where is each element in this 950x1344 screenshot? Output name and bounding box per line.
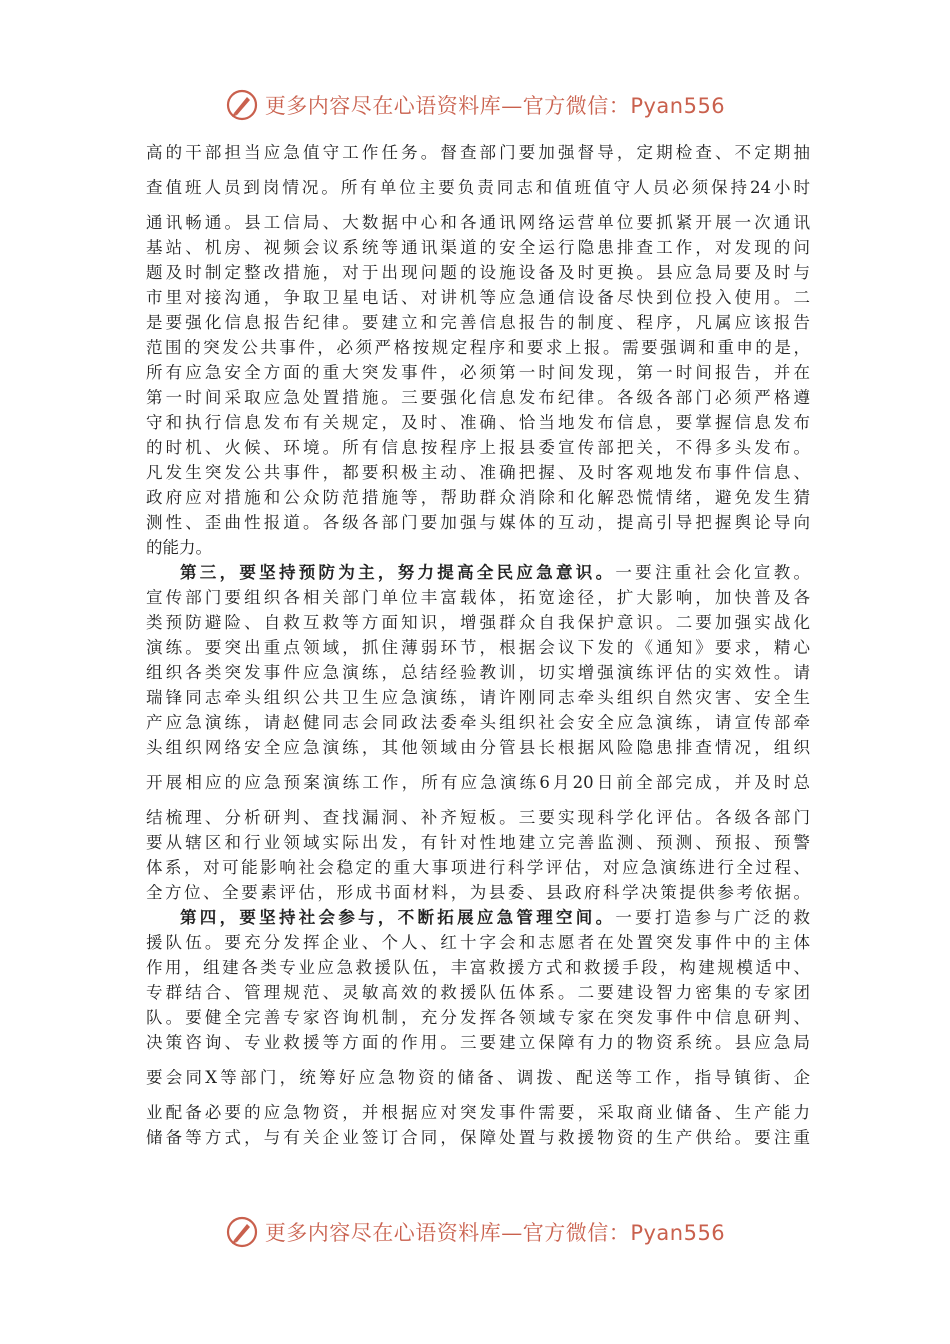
text-line: 演练。要突出重点领域，抓住薄弱环节，根据会议下发的《通知》要求，精心	[146, 638, 810, 657]
text-line: 结梳理、分析研判、查找漏洞、补齐短板。三要实现科学化评估。各级各部门	[146, 808, 810, 827]
text-line: 所有应急安全方面的重大突发事件，必须第一时间发现，第一时间报告，并在	[146, 363, 810, 382]
wechat-id: Pyan556	[630, 1221, 726, 1245]
text-line: 头组织网络安全应急演练，其他领域由分管县长根据风险隐患排查情况，组织	[146, 738, 810, 757]
banner-text: 更多内容尽在心语资料库—官方微信：Pyan556	[264, 94, 726, 118]
text-line: 基站、机房、视频会议系统等通讯渠道的安全运行隐患排查工作，对发现的问	[146, 238, 810, 257]
text-line: 要会同X等部门，统筹好应急物资的储备、调拨、配送等工作，指导镇街、企	[146, 1068, 810, 1087]
text-line: 瑞锋同志牵头组织公共卫生应急演练，请许刚同志牵头组织自然灾害、安全生	[146, 688, 810, 707]
text-line: 的时机、火候、环境。所有信息按程序上报县委宣传部把关，不得多头发布。	[146, 438, 810, 457]
text-line: 体系，对可能影响社会稳定的重大事项进行科学评估，对应急演练进行全过程、	[146, 858, 810, 877]
wechat-id: Pyan556	[630, 94, 726, 118]
text-line: 市里对接沟通，争取卫星电话、对讲机等应急通信设备尽快到位投入使用。二	[146, 288, 810, 307]
text-line: 凡发生突发公共事件，都要积极主动、准确把握、及时客观地发布事件信息、	[146, 463, 810, 482]
text-line: 宣传部门要组织各相关部门单位丰富载体，拓宽途径，扩大影响，加快普及各	[146, 588, 810, 607]
text-line: 开展相应的应急预案演练工作，所有应急演练6月20日前全部完成，并及时总	[146, 773, 810, 792]
text-line: 决策咨询、专业救援等方面的作用。三要建立保障有力的物资系统。县应急局	[146, 1033, 810, 1052]
banner-text: 更多内容尽在心语资料库—官方微信：Pyan556	[264, 1221, 726, 1245]
section-three-first-line: 第三，要坚持预防为主，努力提高全民应急意识。一要注重社会化宣教。	[180, 563, 811, 582]
text-line: 援队伍。要充分发挥企业、个人、红十字会和志愿者在处置突发事件中的主体	[146, 933, 810, 952]
text-line: 题及时制定整改措施，对于出现问题的设施设备及时更换。县应急局要及时与	[146, 263, 810, 282]
text-line: 政府应对措施和公众防范措施等，帮助群众消除和化解恐慌情绪，避免发生猜	[146, 488, 810, 507]
text-line: 组织各类突发事件应急演练，总结经验教训，切实增强演练评估的实效性。请	[146, 663, 810, 682]
text-line: 业配备必要的应急物资，并根据应对突发事件需要，采取商业储备、生产能力	[146, 1103, 810, 1122]
header-banner	[0, 85, 950, 125]
text-line: 守和执行信息发布有关规定，及时、准确、恰当地发布信息，要掌握信息发布	[146, 413, 810, 432]
text-line: 查值班人员到岗情况。所有单位主要负责同志和值班值守人员必须保持24小时	[146, 178, 810, 197]
text-line: 队。要健全完善专家咨询机制，充分发挥各领域专家在突发事件中信息研判、	[146, 1008, 810, 1027]
section-four-heading: 第四，要坚持社会参与，不断拓展应急管理空间。	[180, 908, 616, 927]
pen-logo-icon	[225, 88, 259, 122]
text-line: 储备等方式，与有关企业签订合同，保障处置与救援物资的生产供给。要注重	[146, 1128, 810, 1147]
document-body	[146, 140, 810, 1150]
text-line: 通讯畅通。县工信局、大数据中心和各通讯网络运营单位要抓紧开展一次通讯	[146, 213, 810, 232]
text-line: 要从辖区和行业领域实际出发，有针对性地建立完善监测、预测、预报、预警	[146, 833, 810, 852]
text-line: 全方位、全要素评估，形成书面材料，为县委、县政府科学决策提供参考依据。	[146, 883, 810, 902]
text-line: 高的干部担当应急值守工作任务。督查部门要加强督导，定期检查、不定期抽	[146, 143, 810, 162]
text-line: 测性、歪曲性报道。各级各部门要加强与媒体的互动，提高引导把握舆论导向	[146, 513, 810, 532]
text-line: 产应急演练，请赵健同志会同政法委牵头组织社会安全应急演练，请宣传部牵	[146, 713, 810, 732]
section-four-first-line: 第四，要坚持社会参与，不断拓展应急管理空间。一要打造参与广泛的救	[180, 908, 811, 927]
text-line: 第一时间采取应急处置措施。三要强化信息发布纪律。各级各部门必须严格遵	[146, 388, 810, 407]
text-line: 类预防避险、自救互救等方面知识，增强群众自我保护意识。二要加强实战化	[146, 613, 810, 632]
text-line: 专群结合、管理规范、灵敏高效的救援队伍体系。二要建设智力密集的专家团	[146, 983, 810, 1002]
footer-banner	[0, 1212, 950, 1252]
text-line: 范围的突发公共事件，必须严格按规定程序和要求上报。需要强调和重申的是，	[146, 338, 810, 357]
text-line: 是要强化信息报告纪律。要建立和完善信息报告的制度、程序，凡属应该报告	[146, 313, 810, 332]
pen-logo-icon	[225, 1215, 259, 1249]
section-three-heading: 第三，要坚持预防为主，努力提高全民应急意识。	[180, 563, 616, 582]
text-line: 作用，组建各类专业应急救援队伍，丰富救援方式和救援手段，构建规模适中、	[146, 958, 810, 977]
text-line: 的能力。	[146, 538, 212, 557]
